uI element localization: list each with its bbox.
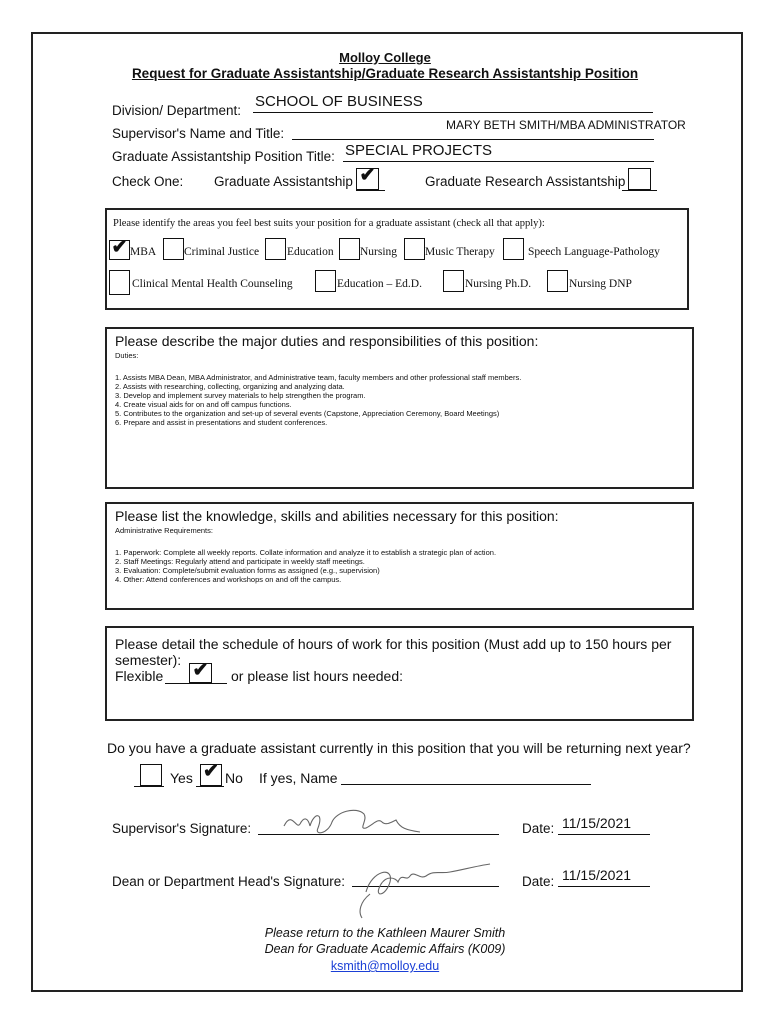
name-field[interactable] — [341, 784, 591, 785]
duties-section — [105, 327, 694, 489]
checkbox-clinical-mental-health[interactable] — [109, 270, 130, 295]
supervisor-underline — [292, 139, 654, 140]
flexible-label: Flexible — [115, 668, 164, 684]
duties-line: 5. Contributes to the organization and set-up of several events (Capstone, Appreciation Ceremony, Board Meetings) — [115, 409, 500, 418]
ga-label: Graduate Assistantship — [214, 174, 353, 189]
schedule-title-line1: Please detail the schedule of hours of work for this position (Must add up to 150 hours per — [115, 636, 672, 652]
flexible-underline — [165, 683, 227, 684]
supervisor-value[interactable]: MARY BETH SMITH/MBA ADMINISTRATOR — [446, 118, 686, 132]
schedule-title-line2: semester): — [115, 652, 182, 668]
supervisor-date-line — [558, 834, 650, 835]
footer-line2: Dean for Graduate Academic Affairs (K009) — [264, 942, 506, 956]
ga-checkbox[interactable] — [356, 165, 379, 190]
skills-line: 3. Evaluation: Complete/submit evaluation forms as assigned (e.g., supervision) — [115, 566, 380, 575]
schedule-section — [105, 626, 694, 721]
form-title: Request for Graduate Assistantship/Graduate Research Assistantship Position — [131, 66, 639, 81]
duties-line: 2. Assists with researching, collecting, organizing and analyzing data. — [115, 382, 345, 391]
check-mark-icon: ✔ — [203, 761, 219, 782]
gra-underline — [622, 190, 657, 191]
check-mark-icon: ✔ — [359, 165, 376, 186]
supervisor-signature-image — [280, 804, 430, 840]
checkbox-criminal-justice[interactable] — [163, 238, 184, 260]
checkbox-nursing-dnp[interactable] — [547, 270, 568, 292]
gra-checkbox[interactable] — [628, 168, 651, 190]
skills-sub: Administrative Requirements: — [115, 526, 213, 535]
division-underline — [253, 112, 653, 113]
dean-date-value[interactable]: 11/15/2021 — [562, 867, 632, 883]
checkbox-mba[interactable] — [109, 237, 130, 260]
duties-line: 1. Assists MBA Dean, MBA Administrator, and Administrative team, faculty members and other professional staff members. — [115, 373, 522, 382]
option-speech-language: Speech Language-Pathology — [528, 246, 660, 258]
option-mba: MBA — [130, 246, 157, 258]
returning-question: Do you have a graduate assistant currently in this position that you will be returning next year? — [107, 740, 691, 756]
yes-checkbox[interactable] — [140, 764, 162, 786]
dean-signature-label: Dean or Department Head's Signature: — [112, 874, 345, 889]
checkbox-nursing[interactable] — [339, 238, 360, 260]
position-title-value[interactable]: SPECIAL PROJECTS — [345, 142, 492, 159]
hours-label: or please list hours needed: — [231, 668, 403, 684]
option-clinical-mental-health: Clinical Mental Health Counseling — [132, 278, 293, 290]
name-label: If yes, Name — [259, 770, 338, 786]
skills-section — [105, 502, 694, 610]
areas-section — [105, 208, 689, 310]
checkbox-music-therapy[interactable] — [404, 238, 425, 260]
duties-line: 6. Prepare and assist in presentations and student conferences. — [115, 418, 328, 427]
duties-line: 4. Create visual aids for on and off campus functions. — [115, 400, 292, 409]
supervisor-date-value[interactable]: 11/15/2021 — [562, 815, 632, 831]
duties-sub: Duties: — [115, 351, 139, 360]
option-music-therapy: Music Therapy — [425, 246, 495, 258]
option-criminal-justice: Criminal Justice — [184, 246, 260, 258]
option-education-edd: Education – Ed.D. — [337, 278, 422, 290]
division-label: Division/ Department: — [112, 103, 242, 118]
checkbox-education-edd[interactable] — [315, 270, 336, 292]
no-checkbox[interactable] — [200, 761, 222, 786]
check-mark-icon: ✔ — [192, 660, 209, 681]
areas-prompt: Please identify the areas you feel best suits your position for a graduate assistant (check all that apply): — [113, 218, 545, 229]
division-value[interactable]: SCHOOL OF BUSINESS — [255, 93, 423, 110]
skills-line: 4. Other: Attend conferences and workshops on and off the campus. — [115, 575, 342, 584]
option-education: Education — [287, 246, 334, 258]
checkbox-education[interactable] — [265, 238, 286, 260]
position-title-underline — [343, 161, 654, 162]
college-name: Molloy College — [339, 50, 431, 65]
yes-underline — [134, 786, 164, 787]
duties-title: Please describe the major duties and responsibilities of this position: — [115, 333, 539, 349]
footer-line1: Please return to the Kathleen Maurer Smith — [264, 926, 506, 940]
position-title-label: Graduate Assistantship Position Title: — [112, 149, 335, 164]
check-one-label: Check One: — [112, 174, 184, 189]
option-nursing-dnp: Nursing DNP — [569, 278, 632, 290]
flexible-checkbox[interactable] — [189, 660, 212, 683]
supervisor-label: Supervisor's Name and Title: — [112, 126, 285, 141]
duties-line: 3. Develop and implement survey materials to help strengthen the program. — [115, 391, 366, 400]
skills-line: 1. Paperwork: Complete all weekly reports. Collate information and analyze it to establish a strategic plan of action. — [115, 548, 497, 557]
option-nursing-phd: Nursing Ph.D. — [465, 278, 532, 290]
checkbox-speech-language[interactable] — [503, 238, 524, 260]
gra-label: Graduate Research Assistantship — [425, 174, 626, 189]
no-label: No — [225, 770, 243, 786]
supervisor-date-label: Date: — [522, 821, 555, 836]
supervisor-signature-label: Supervisor's Signature: — [112, 821, 252, 836]
dean-signature-image — [350, 852, 500, 922]
option-nursing: Nursing — [360, 246, 398, 258]
dean-date-line — [558, 886, 650, 887]
ga-underline — [356, 190, 385, 191]
footer-email-link[interactable]: ksmith@molloy.edu — [330, 959, 440, 973]
yes-label: Yes — [170, 770, 193, 786]
no-underline — [196, 786, 224, 787]
check-mark-icon: ✔ — [111, 237, 128, 258]
skills-line: 2. Staff Meetings: Regularly attend and participate in weekly staff meetings. — [115, 557, 365, 566]
skills-title: Please list the knowledge, skills and abilities necessary for this position: — [115, 508, 559, 524]
dean-date-label: Date: — [522, 874, 555, 889]
checkbox-nursing-phd[interactable] — [443, 270, 464, 292]
